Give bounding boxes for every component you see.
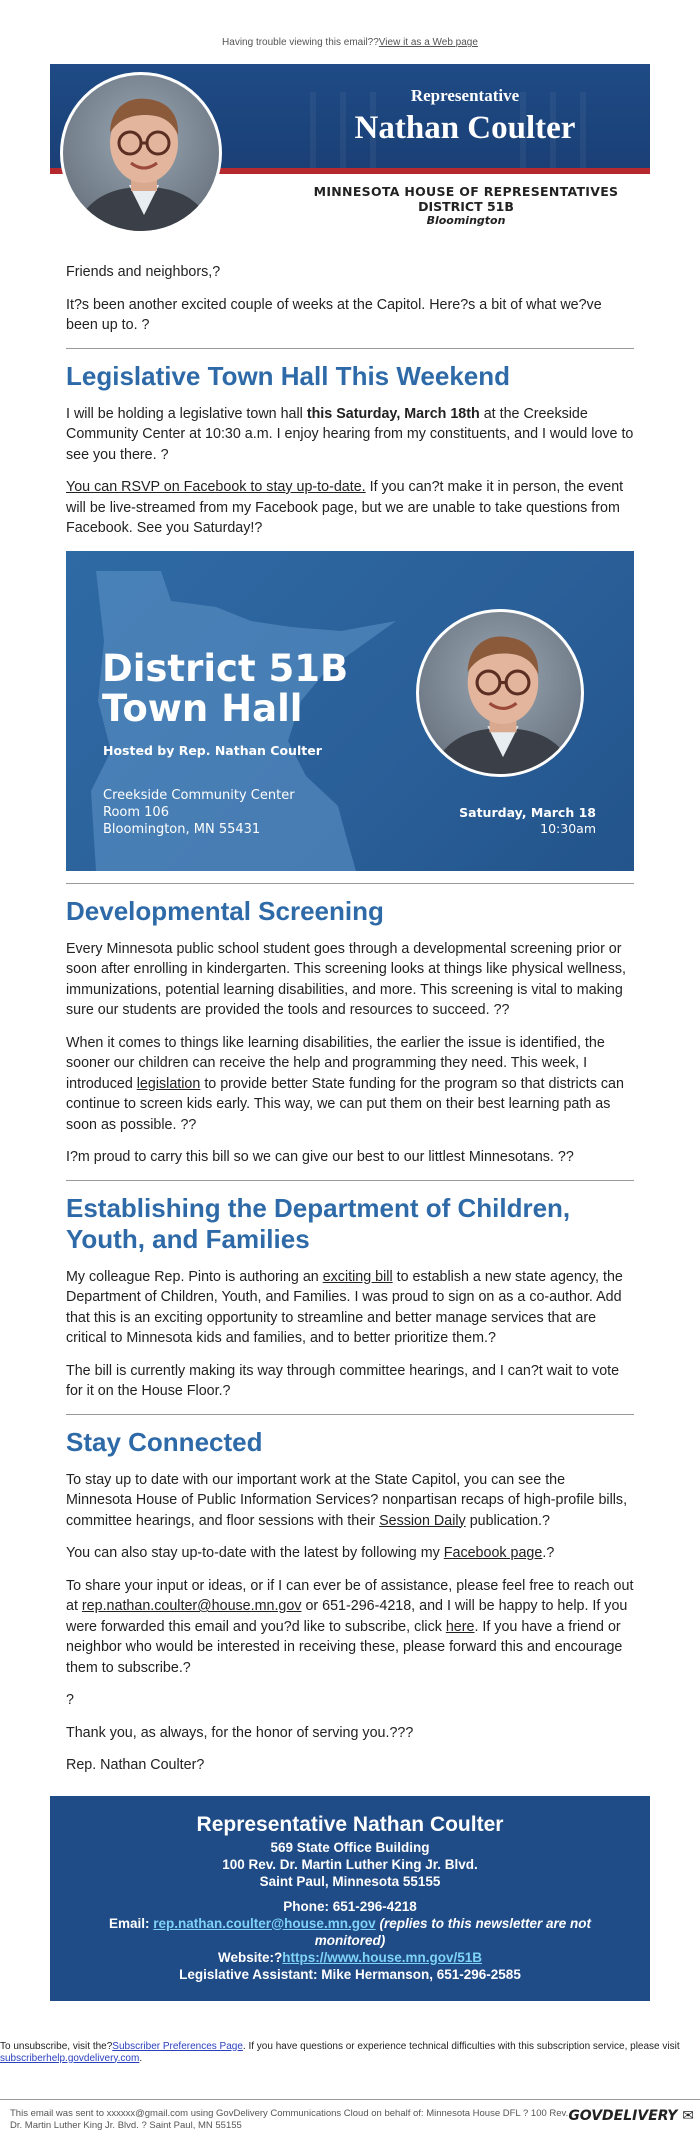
greeting: Friends and neighbors,? xyxy=(66,264,221,280)
footer-website-link[interactable]: https://www.house.mn.gov/51B xyxy=(282,1949,483,1965)
subscriber-preferences-link[interactable]: Subscriber Preferences Page xyxy=(112,2040,243,2052)
graphic-title-line2: Town Hall xyxy=(102,686,303,730)
text-run: My colleague Rep. Pinto is authoring an xyxy=(66,1268,323,1285)
footer-address-2: 100 Rev. Dr. Martin Luther King Jr. Blvd. xyxy=(222,1856,478,1872)
text-run: .? xyxy=(542,1545,555,1561)
department-paragraph-1 xyxy=(66,1267,634,1349)
connected-paragraph-3 xyxy=(66,1576,634,1679)
section-divider xyxy=(66,883,634,884)
footer-email xyxy=(74,1915,626,1949)
top-note-text: Having trouble viewing this email?? xyxy=(222,37,379,48)
govdelivery-footer xyxy=(0,2100,700,2132)
subscribe-here-link[interactable]: here xyxy=(445,1618,475,1635)
graphic-address-line3: Bloomington, MN 55431 xyxy=(103,821,261,837)
sent-to-text: This email was sent to xxxxxx@gmail.com using GovDelivery Communications Cloud on behalf of: Minnesota House DFL ? 100 Rev. Dr. Martin Luther King Jr. Blvd. ? Saint Paul, MN 55155 xyxy=(10,2107,569,2131)
graphic-address-line2: Room 106 xyxy=(103,804,169,820)
graphic-portrait xyxy=(416,609,584,777)
header-title-line1: Representative xyxy=(410,86,520,105)
header-banner xyxy=(50,64,650,174)
graphic-title-line1: District 51B xyxy=(102,646,349,690)
text-run: or 651-296-4218, and I will be happy to help. If you were forwarded this email and you?d like to subscribe, click xyxy=(66,1598,628,1635)
graphic-date-time: 10:30am xyxy=(540,820,596,836)
townhall-paragraph-1 xyxy=(66,404,634,466)
connected-heading: Stay Connected xyxy=(66,1426,263,1457)
text-run: . xyxy=(139,2052,143,2064)
graphic-date-day: Saturday, March 18 xyxy=(459,804,596,820)
townhall-paragraph-2 xyxy=(66,477,634,539)
unsubscribe-notice xyxy=(0,2041,700,2065)
subscriber-help-link[interactable]: subscriberhelp.govdelivery.com xyxy=(0,2052,140,2064)
graphic-host: Hosted by Rep. Nathan Coulter xyxy=(103,742,322,758)
connected-paragraph-2 xyxy=(66,1543,634,1564)
text-run: publication.? xyxy=(465,1512,550,1529)
screening-paragraph-2 xyxy=(66,1033,634,1136)
session-daily-link[interactable]: Session Daily xyxy=(379,1512,466,1529)
text-run: at the Creekside Community Center at 10:30 a.m. I enjoy hearing from my constituents, and I would love to see you there. ? xyxy=(66,405,634,463)
house-name: MINNESOTA HOUSE OF REPRESENTATIVES xyxy=(313,184,619,199)
email-body xyxy=(50,64,650,2001)
contact-footer xyxy=(50,1796,650,2001)
city-name: Bloomington xyxy=(426,214,506,227)
footer-assistant: Legislative Assistant: Mike Hermanson, 651-296-2585 xyxy=(179,1966,521,1982)
screening-paragraph-3: I?m proud to carry this bill so we can give our best to our littlest Minnesotans. ?? xyxy=(66,1149,574,1165)
footer-phone: Phone: 651-296-4218 xyxy=(283,1898,417,1914)
section-divider xyxy=(66,1180,634,1181)
text-run: To unsubscribe, visit the? xyxy=(0,2040,113,2052)
text-run: To stay up to date with our important work at the State Capitol, you can see the Minnesota House of Public Information Services? nonpartisan recaps of high-profile bills, committee hearings, and floor sessions with their xyxy=(66,1471,628,1529)
text-run: You can also stay up-to-date with the latest by following my xyxy=(66,1545,444,1561)
header-titles xyxy=(280,86,650,147)
townhall-heading: Legislative Town Hall This Weekend xyxy=(66,360,511,391)
footer-address-1: 569 State Office Building xyxy=(270,1839,430,1855)
closing-thanks: Thank you, as always, for the honor of serving you.??? xyxy=(66,1724,414,1741)
text-run: Website:? xyxy=(217,1949,283,1965)
text-run: Email: xyxy=(108,1915,154,1931)
townhall-date-bold: this Saturday, March 18th xyxy=(306,405,480,422)
footer-website xyxy=(74,1949,626,1966)
mail-icon: ✉ xyxy=(677,2107,694,2124)
townhall-graphic xyxy=(66,551,634,871)
portrait-image xyxy=(63,75,222,234)
view-web-page-link[interactable]: View it as a Web page xyxy=(378,37,478,48)
govdelivery-logo-text: GOVDELIVERY xyxy=(568,2107,678,2124)
text-run: I will be holding a legislative town hall xyxy=(66,405,307,422)
department-paragraph-2: The bill is currently making its way through committee hearings, and I can?t wait to vote for it on the House Floor.? xyxy=(66,1362,620,1399)
text-run: . If you have questions or experience technical difficulties with this subscription service, please visit xyxy=(242,2040,680,2052)
graphic-address-line1: Creekside Community Center xyxy=(103,787,295,803)
intro-paragraph: It?s been another excited couple of weeks at the Capitol. Here?s a bit of what we?ve been up to. ? xyxy=(66,296,602,333)
representative-portrait xyxy=(60,72,222,234)
newsletter-content xyxy=(50,262,650,1776)
top-note xyxy=(0,0,700,64)
legislation-link[interactable]: legislation xyxy=(136,1075,201,1092)
rsvp-facebook-link[interactable]: You can RSVP on Facebook to stay up-to-date. xyxy=(66,479,366,495)
footer-email-note: (replies to this newsletter are not monitored) xyxy=(314,1915,592,1948)
screening-heading: Developmental Screening xyxy=(66,895,384,926)
text-run: To share your input or ideas, or if I can ever be of assistance, please feel free to reach out at xyxy=(66,1577,634,1614)
townhall-graphic-title xyxy=(102,646,349,730)
text-run: to provide better State funding for the program so that districts can continue to screen kids early. This way, we can put them on their best learning path as soon as possible. ?? xyxy=(66,1075,624,1133)
exciting-bill-link[interactable]: exciting bill xyxy=(322,1268,393,1285)
text-run: When it comes to things like learning disabilities, the earlier the issue is identified, the sooner our children can receive the help and programming they need. This week, I introduced xyxy=(66,1034,605,1092)
footer-email-link[interactable]: rep.nathan.coulter@house.mn.gov xyxy=(153,1915,376,1931)
district-name: DISTRICT 51B xyxy=(418,199,514,214)
header-title-name: Nathan Coulter xyxy=(354,110,576,146)
text-run: to establish a new state agency, the Department of Children, Youth, and Families. I was proud to sign on as a co-author. Add that this is an exciting opportunity to streamline and better manage services that are critical to Minnesota kids and families, and to better prioritize them.? xyxy=(66,1268,623,1346)
govdelivery-logo[interactable] xyxy=(568,2107,694,2124)
signature: Rep. Nathan Coulter? xyxy=(66,1757,205,1773)
text-run: If you can?t make it in person, the event will be live-streamed from my Facebook page, but we are unable to take questions from Facebook. See you Saturday!? xyxy=(66,479,624,536)
footer-address-3: Saint Paul, Minnesota 55155 xyxy=(259,1873,441,1889)
connected-paragraph-4: ? xyxy=(66,1692,74,1708)
facebook-page-link[interactable]: Facebook page xyxy=(443,1545,543,1561)
text-run: . If you have a friend or neighbor who would be interested in receiving these, please forward this and encourage them to subscribe.? xyxy=(66,1618,623,1676)
graphic-date xyxy=(459,805,596,837)
graphic-portrait-image xyxy=(419,612,584,777)
connected-paragraph-1 xyxy=(66,1470,634,1532)
graphic-address xyxy=(103,787,295,838)
section-divider xyxy=(66,348,634,349)
screening-paragraph-1: Every Minnesota public school student goes through a developmental screening prior or soon after enrolling in kindergarten. This screening looks at things like physical wellness, immunizations, potential learning disabilities, and more. This screening is vital to making sure our students are provided the tools and resources to succeed. ?? xyxy=(66,940,626,1018)
footer-name: Representative Nathan Coulter xyxy=(196,1812,504,1836)
section-divider xyxy=(66,1414,634,1415)
department-heading: Establishing the Department of Children, Youth, and Families xyxy=(66,1192,571,1254)
email-link[interactable]: rep.nathan.coulter@house.mn.gov xyxy=(81,1598,302,1614)
